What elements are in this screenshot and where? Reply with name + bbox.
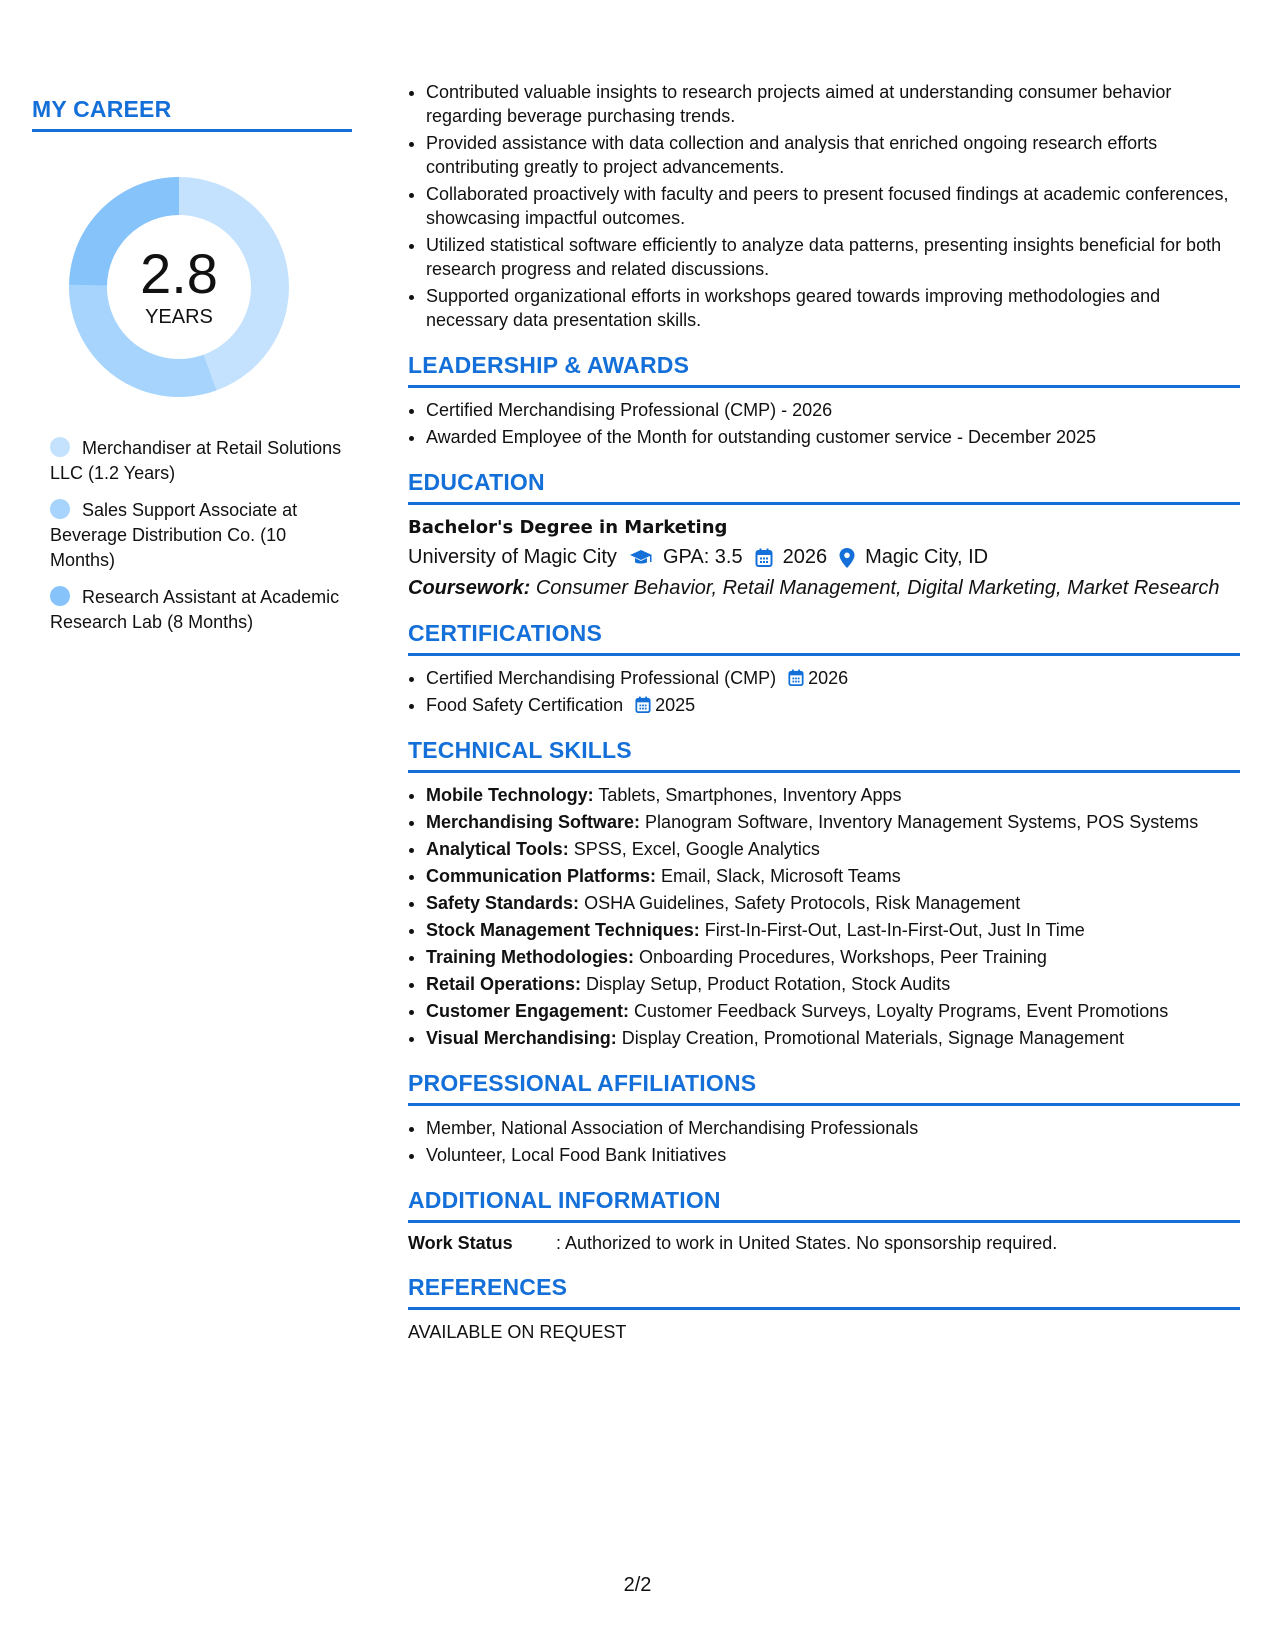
skill-value: Display Creation, Promotional Materials, Signage Management <box>621 1028 1124 1048</box>
list-item: • Provided assistance with data collection and analysis that enriched ongoing research efforts contributing greatly to project advancements. <box>426 131 1240 179</box>
coursework <box>408 577 1240 600</box>
career-total-years: 2.8 <box>140 241 218 305</box>
legend-item <box>50 436 352 486</box>
cert-year: 2026 <box>808 668 849 688</box>
list-item: • Awarded Employee of the Month for outstanding customer service - December 2025 <box>426 425 1240 449</box>
section-title: EDUCATION <box>408 469 1240 505</box>
skill-label: Customer Engagement: <box>426 1001 630 1021</box>
skill-label: Communication Platforms: <box>426 866 657 886</box>
additional-section <box>408 1187 1240 1254</box>
cert-name: • Certified Merchandising Professional (CMP) <box>426 668 777 688</box>
list-item <box>426 945 1240 969</box>
skill-value: Planogram Software, Inventory Management Systems, POS Systems <box>645 812 1199 832</box>
skill-value: Onboarding Procedures, Workshops, Peer Training <box>639 947 1047 967</box>
page-number: 2/2 <box>623 1574 652 1596</box>
coursework-label: Coursework: <box>408 577 531 599</box>
education-details <box>408 546 1240 569</box>
skill-label: Stock Management Techniques: <box>426 920 700 940</box>
list-item <box>426 999 1240 1023</box>
section-title: PROFESSIONAL AFFILIATIONS <box>408 1070 1240 1106</box>
work-status-row <box>408 1233 1240 1254</box>
skill-label: Retail Operations: <box>426 974 582 994</box>
calendar-icon <box>788 669 804 687</box>
list-item <box>426 837 1240 861</box>
list-item: • Supported organizational efforts in workshops geared towards improving methodologies and necessary data presentation skills. <box>426 284 1240 332</box>
list-item: • Volunteer, Local Food Bank Initiatives <box>426 1143 1240 1167</box>
list-item <box>426 972 1240 996</box>
skill-label: Safety Standards: <box>426 893 580 913</box>
section-title: CERTIFICATIONS <box>408 620 1240 656</box>
section-title: REFERENCES <box>408 1274 1240 1310</box>
list-item <box>426 864 1240 888</box>
section-title: ADDITIONAL INFORMATION <box>408 1187 1240 1223</box>
education-section <box>408 469 1240 600</box>
skill-label: Training Methodologies: <box>426 947 634 967</box>
skill-label: Merchandising Software: <box>426 812 641 832</box>
skill-value: Tablets, Smartphones, Inventory Apps <box>598 785 902 805</box>
career-donut-chart <box>66 174 292 400</box>
cert-name: • Food Safety Certification <box>426 695 624 715</box>
skill-value: Display Setup, Product Rotation, Stock Audits <box>586 974 951 994</box>
school-name: University of Magic City <box>408 546 617 568</box>
career-years-unit: YEARS <box>145 305 213 328</box>
legend-item <box>50 498 352 573</box>
section-title: TECHNICAL SKILLS <box>408 737 1240 773</box>
skill-value: SPSS, Excel, Google Analytics <box>573 839 820 859</box>
skill-value: First-In-First-Out, Last-In-First-Out, Just In Time <box>704 920 1085 940</box>
location-pin-icon <box>839 548 855 568</box>
career-legend <box>32 436 352 635</box>
list-item <box>426 918 1240 942</box>
section-title: LEADERSHIP & AWARDS <box>408 352 1240 388</box>
certifications-list <box>408 666 1240 717</box>
references-section <box>408 1274 1240 1343</box>
list-item <box>426 891 1240 915</box>
list-item: • Collaborated proactively with faculty and peers to present focused findings at academic conferences, showcasing impactful outcomes. <box>426 182 1240 230</box>
skill-value: Email, Slack, Microsoft Teams <box>661 866 901 886</box>
gpa-value: GPA: 3.5 <box>662 546 743 568</box>
school-location: Magic City, ID <box>865 546 989 568</box>
list-item <box>426 693 1240 717</box>
work-status-value: : Authorized to work in United States. No sponsorship required. <box>556 1233 1058 1253</box>
skill-label: Analytical Tools: <box>426 839 569 859</box>
legend-dot-icon <box>50 586 70 606</box>
certifications-section <box>408 620 1240 717</box>
coursework-list: Consumer Behavior, Retail Management, Digital Marketing, Market Research <box>535 577 1220 599</box>
skill-value: OSHA Guidelines, Safety Protocols, Risk Management <box>584 893 1021 913</box>
affiliations-list <box>408 1116 1240 1167</box>
affiliations-section <box>408 1070 1240 1167</box>
career-sidebar <box>32 96 352 647</box>
legend-label: Sales Support Associate at Beverage Distribution Co. (10 Months) <box>50 500 298 570</box>
skills-list <box>408 783 1240 1050</box>
career-title: MY CAREER <box>32 96 352 132</box>
legend-label: Research Assistant at Academic Research Lab (8 Months) <box>50 587 340 632</box>
experience-bullets <box>408 80 1240 332</box>
list-item: • Contributed valuable insights to research projects aimed at understanding consumer behavior regarding beverage purchasing trends. <box>426 80 1240 128</box>
skill-label: Visual Merchandising: <box>426 1028 617 1048</box>
degree-title: Bachelor's Degree in Marketing <box>408 517 728 538</box>
donut-center-label <box>66 174 292 400</box>
legend-label: Merchandiser at Retail Solutions LLC (1.2 Years) <box>50 438 342 483</box>
calendar-icon <box>755 548 773 568</box>
leadership-section <box>408 352 1240 449</box>
list-item <box>426 666 1240 690</box>
references-text: AVAILABLE ON REQUEST <box>408 1322 627 1342</box>
leadership-list <box>408 398 1240 449</box>
graduation-cap-icon <box>629 549 653 567</box>
skill-value: Customer Feedback Surveys, Loyalty Programs, Event Promotions <box>634 1001 1169 1021</box>
list-item <box>426 810 1240 834</box>
work-status-label: Work Status <box>408 1233 513 1253</box>
graduation-year: 2026 <box>782 546 828 568</box>
legend-dot-icon <box>50 437 70 457</box>
list-item: • Certified Merchandising Professional (CMP) - 2026 <box>426 398 1240 422</box>
legend-item <box>50 585 352 635</box>
list-item <box>426 1026 1240 1050</box>
list-item <box>426 783 1240 807</box>
calendar-icon <box>635 696 651 714</box>
list-item: • Utilized statistical software efficiently to analyze data patterns, presenting insights beneficial for both research progress and related discussions. <box>426 233 1240 281</box>
skill-label: Mobile Technology: <box>426 785 594 805</box>
cert-year: 2025 <box>655 695 696 715</box>
skills-section <box>408 737 1240 1050</box>
list-item: • Member, National Association of Merchandising Professionals <box>426 1116 1240 1140</box>
main-content <box>408 80 1240 1343</box>
legend-dot-icon <box>50 499 70 519</box>
